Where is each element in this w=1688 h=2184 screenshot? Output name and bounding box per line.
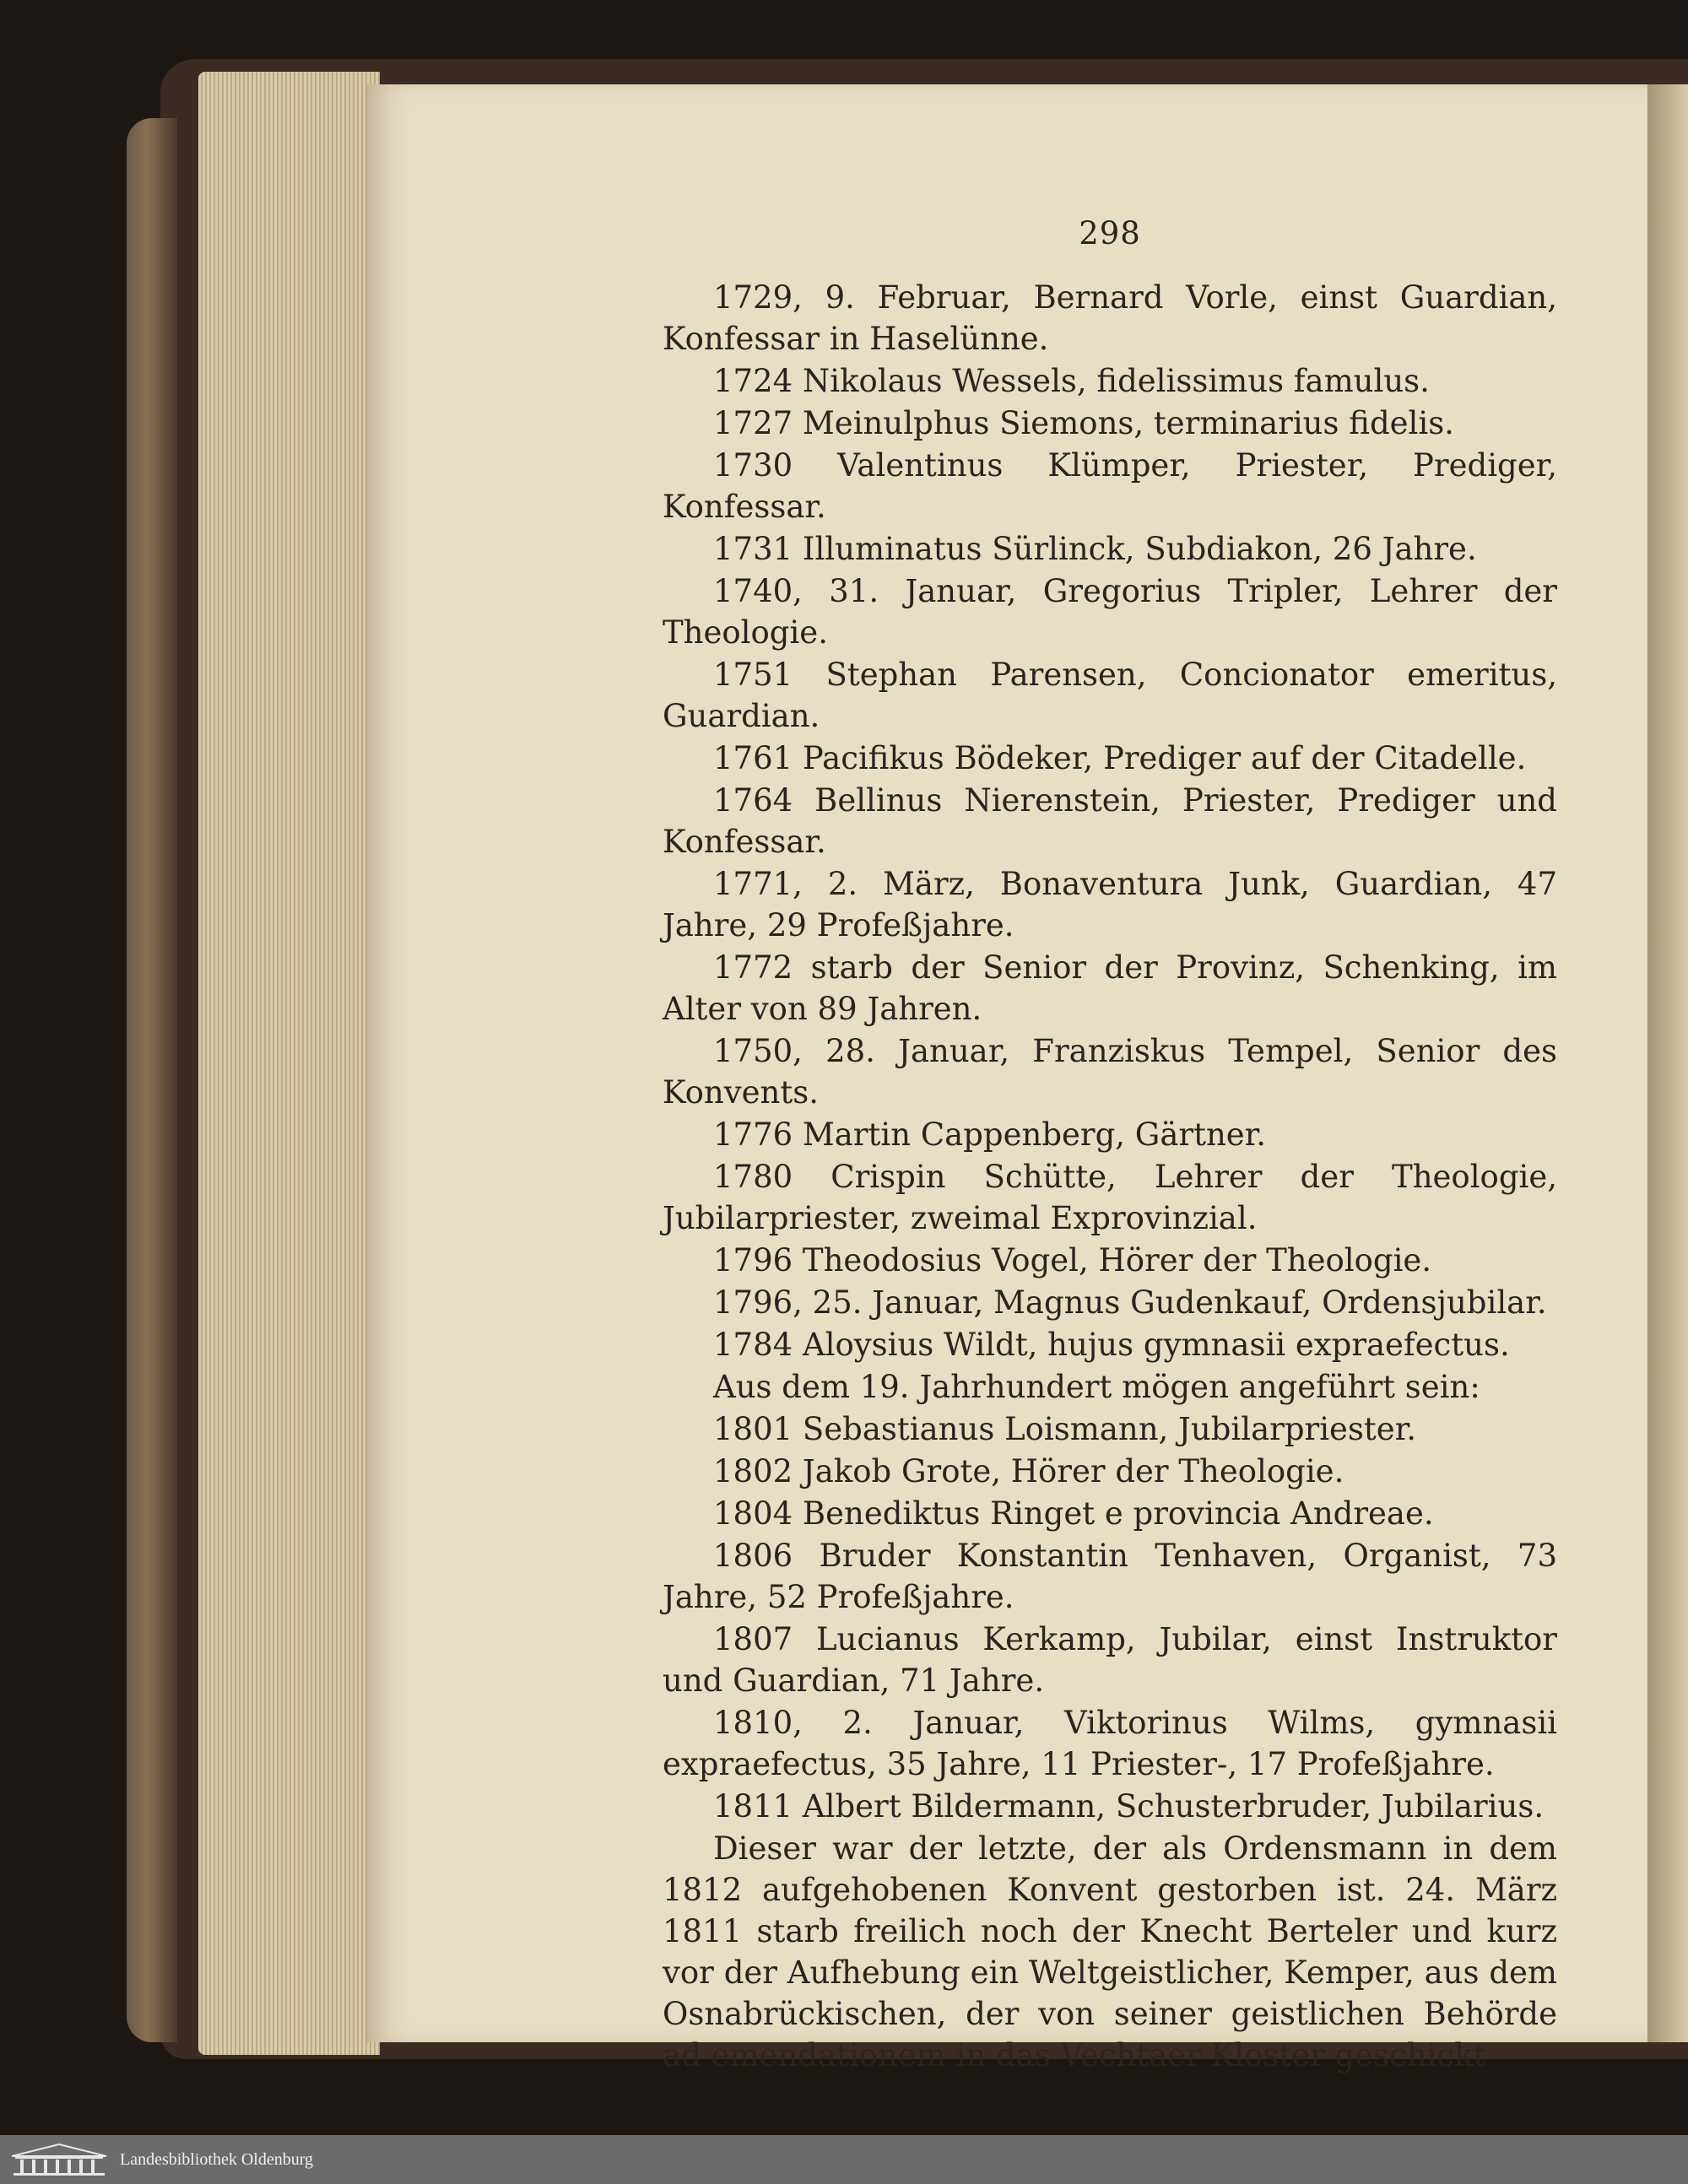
text-entry: 1810, 2. Januar, Viktorinus Wilms, gymnasii expraefectus, 35 Jahre, 11 Priester-, 17 Profeßjahre. [663, 1705, 1557, 1782]
page-edges [198, 72, 380, 2055]
text-entry: 1796, 25. Januar, Magnus Gudenkauf, Ordensjubilar. [713, 1284, 1547, 1321]
text-entry: Dieser war der letzte, der als Ordensmann in dem 1812 aufgehobenen Konvent gestorben ist. 24. März 1811 starb freilich noch der Knecht Berteler und kurz vor der Aufhebung ein Weltgeistlicher, Kemper, aus dem Osnabrückischen, der von seiner geistlichen Behörde ad emendationem in das Vechtaer Kloster geschickt [663, 1830, 1557, 2073]
text-entry: 1804 Benediktus Ringet e provincia Andreae. [713, 1495, 1434, 1532]
text-entry: 1731 Illuminatus Sürlinck, Subdiakon, 26 Jahre. [713, 531, 1477, 567]
text-entry: 1761 Pacifikus Bödeker, Prediger auf der Citadelle. [713, 740, 1527, 776]
text-entry: 1772 starb der Senior der Provinz, Schenking, im Alter von 89 Jahren. [663, 949, 1557, 1027]
text-entry: 1802 Jakob Grote, Hörer der Theologie. [713, 1453, 1344, 1489]
text-entry: 1764 Bellinus Nierenstein, Priester, Prediger und Konfessar. [663, 782, 1557, 860]
library-building-icon [8, 2143, 110, 2176]
footer-institution: Landesbibliothek Oldenburg [120, 2149, 314, 2169]
text-entry: 1750, 28. Januar, Franziskus Tempel, Senior des Konvents. [663, 1033, 1557, 1111]
text-entry: 1727 Meinulphus Siemons, terminarius fidelis. [713, 405, 1454, 441]
facing-page-edge [1647, 84, 1688, 2042]
text-entry: 1780 Crispin Schütte, Lehrer der Theologie, Jubilarpriester, zweimal Exprovinzial. [663, 1159, 1557, 1236]
entry-list [663, 277, 1557, 2076]
text-entry: 1811 Albert Bildermann, Schusterbruder, Jubilarius. [713, 1788, 1545, 1825]
text-entry: 1776 Martin Cappenberg, Gärtner. [713, 1116, 1267, 1153]
text-entry: 1724 Nikolaus Wessels, fidelissimus famulus. [713, 363, 1430, 399]
page-number: 298 [1079, 215, 1141, 251]
text-entry: 1796 Theodosius Vogel, Hörer der Theologie. [713, 1242, 1432, 1279]
text-entry: Aus dem 19. Jahrhundert mögen angeführt sein: [713, 1369, 1480, 1405]
text-entry: 1771, 2. März, Bonaventura Junk, Guardian, 47 Jahre, 29 Profeßjahre. [663, 866, 1557, 943]
text-entry: 1784 Aloysius Wildt, hujus gymnasii expraefectus. [713, 1327, 1510, 1363]
text-entry: 1806 Bruder Konstantin Tenhaven, Organist, 73 Jahre, 52 Profeßjahre. [663, 1538, 1557, 1615]
text-entry: 1730 Valentinus Klümper, Priester, Prediger, Konfessar. [663, 447, 1557, 525]
text-entry: 1740, 31. Januar, Gregorius Tripler, Lehrer der Theologie. [663, 573, 1557, 651]
text-entry: 1801 Sebastianus Loismann, Jubilarpriester. [713, 1411, 1417, 1447]
text-entry: 1751 Stephan Parensen, Concionator emeritus, Guardian. [663, 657, 1557, 734]
page-text [663, 215, 1557, 2077]
footer-bar [0, 2135, 1688, 2184]
book-spine [127, 118, 177, 2042]
text-entry: 1729, 9. Februar, Bernard Vorle, einst Guardian, Konfessar in Haselünne. [663, 279, 1557, 357]
text-entry: 1807 Lucianus Kerkamp, Jubilar, einst Instruktor und Guardian, 71 Jahre. [663, 1621, 1557, 1699]
